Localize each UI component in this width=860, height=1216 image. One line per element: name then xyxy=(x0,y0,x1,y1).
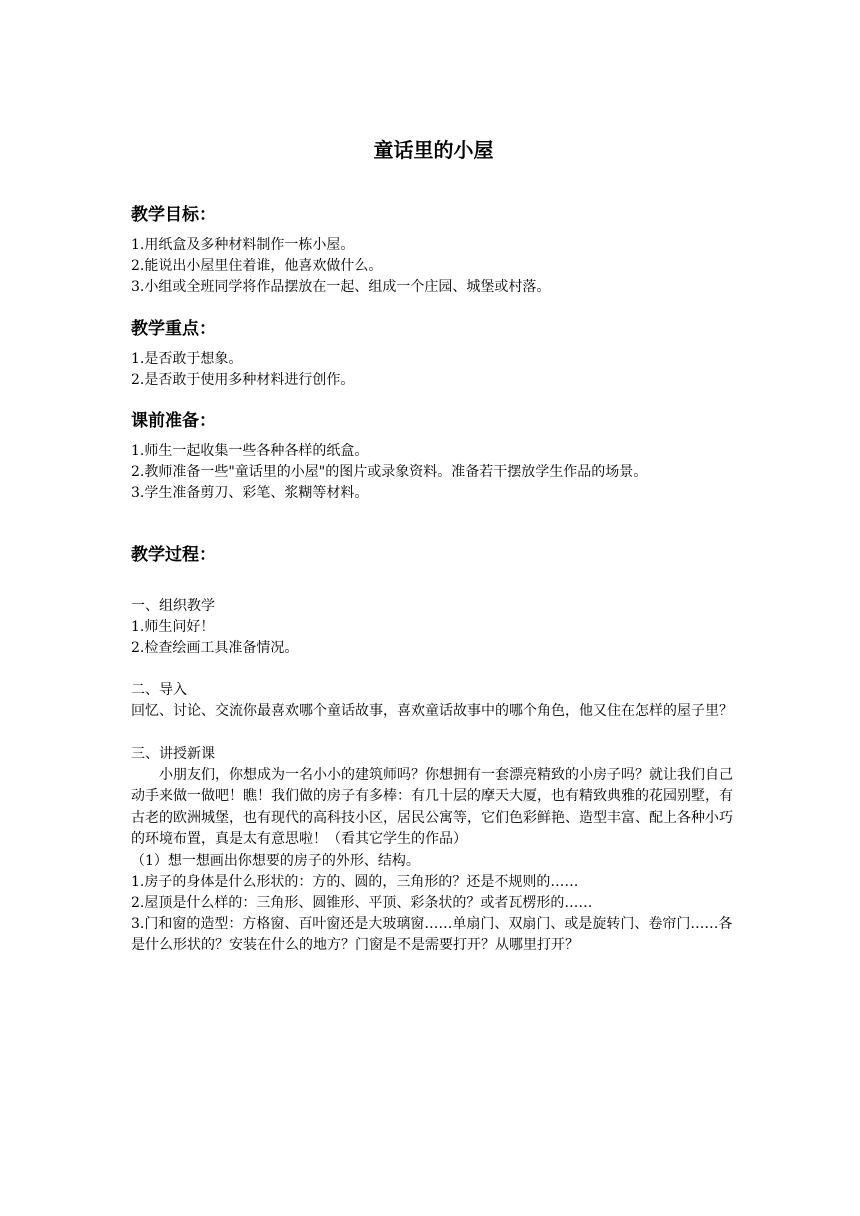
section-goals xyxy=(131,203,736,298)
preparation-item: 1.师生一起收集一些各种各样的纸盒。 xyxy=(131,443,369,459)
goal-item: 2.能说出小屋里住着谁，他喜欢做什么。 xyxy=(131,258,383,274)
blank-line xyxy=(131,723,736,744)
goals-heading: 教学目标： xyxy=(131,205,216,225)
part1-item: 2.检查绘画工具准备情况。 xyxy=(131,640,299,656)
key-point-item: 1.是否敢于想象。 xyxy=(131,351,243,367)
key-points-heading: 教学重点： xyxy=(131,319,216,339)
part2-text: 回忆、讨论、交流你最喜欢哪个童话故事，喜欢童话故事中的哪个角色，他又住在怎样的屋子里？ xyxy=(131,703,733,719)
part3-item: 3.门和窗的造型：方格窗、百叶窗还是大玻璃窗……单扇门、双扇门、或是旋转门、卷帘门……各是什么形状的？安装在什么的地方？门窗是不是需要打开？从哪里打开？ xyxy=(131,915,733,953)
preparation-item: 3.学生准备剪刀、彩笔、浆糊等材料。 xyxy=(131,485,369,501)
goal-item: 1.用纸盒及多种材料制作一栋小屋。 xyxy=(131,237,355,253)
part2-title: 二、导入 xyxy=(131,682,187,698)
part3-title: 三、讲授新课 xyxy=(131,745,215,762)
part1-item: 1.师生问好！ xyxy=(131,619,215,635)
part1-title: 一、组织教学 xyxy=(131,598,215,614)
part3-step1: （1）想一想画出你想要的房子的外形、结构。 xyxy=(131,852,420,869)
section-key-points xyxy=(131,317,736,391)
section-process xyxy=(131,543,736,957)
preparation-item: 2.教师准备一些"童话里的小屋"的图片或录象资料。准备若干摆放学生作品的场景。 xyxy=(131,464,648,480)
section-preparation xyxy=(131,409,736,504)
part3-item: 2.屋顶是什么样的：三角形、圆锥形、平顶、彩条状的？或者瓦楞形的…… xyxy=(131,894,593,911)
document-title: 童话里的小屋 xyxy=(373,138,494,162)
blank-line xyxy=(131,659,736,680)
key-point-item: 2.是否敢于使用多种材料进行创作。 xyxy=(131,372,355,388)
preparation-heading: 课前准备： xyxy=(131,411,216,431)
part3-intro: 小朋友们，你想成为一名小小的建筑师吗？你想拥有一套漂亮精致的小房子吗？就让我们自己动手来做一做吧！瞧！我们做的房子有多棒：有几十层的摩天大厦，也有精致典雅的花园别墅，有古老的欧洲城堡，也有现代的高科技小区，居民公寓等，它们色彩鲜艳、造型丰富、配上各种小巧的环境布置，真是太有意思啦！（看其它学生的作品） xyxy=(131,766,733,847)
goal-item: 3.小组或全班同学将作品摆放在一起、组成一个庄园、城堡或村落。 xyxy=(131,279,551,295)
blank-line xyxy=(131,575,736,596)
process-heading: 教学过程： xyxy=(131,545,216,565)
part3-item: 1.房子的身体是什么形状的：方的、圆的，三角形的？还是不规则的…… xyxy=(131,873,579,890)
